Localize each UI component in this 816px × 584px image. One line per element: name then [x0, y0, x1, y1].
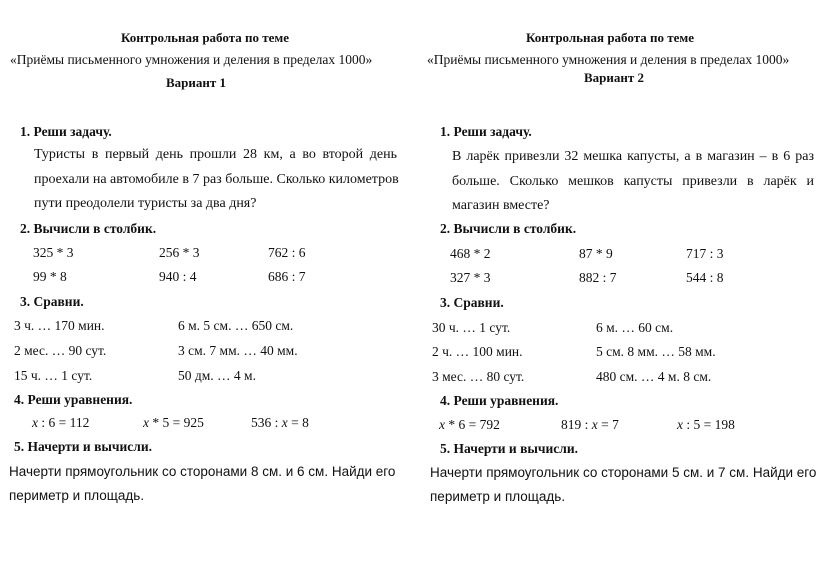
task4-heading: 4. Реши уравнения.	[14, 392, 133, 407]
column-expression: 87 * 9	[579, 246, 613, 261]
compare-item: 3 ч. … 170 мин.	[14, 318, 105, 333]
test-subtitle: «Приёмы письменного умножения и деления в пределах 1000»	[427, 52, 790, 67]
column-expression: 940 : 4	[159, 269, 197, 284]
equation: 536 : х = 8	[251, 415, 309, 430]
equation: х * 5 = 925	[143, 415, 204, 430]
task2-heading: 2. Вычисли в столбик.	[20, 221, 157, 236]
column-expression: 256 * 3	[159, 245, 200, 260]
column-expression: 327 * 3	[450, 270, 491, 285]
column-expression: 762 : 6	[268, 245, 306, 260]
task5-line: периметр и площадь.	[430, 489, 566, 504]
column-expression: 468 * 2	[450, 246, 491, 261]
compare-item: 30 ч. … 1 сут.	[432, 320, 511, 335]
task1-line: Туристы в первый день прошли 28 км, а во второй день	[34, 147, 397, 162]
compare-item: 15 ч. … 1 сут.	[14, 368, 93, 383]
task1-heading: 1. Реши задачу.	[20, 124, 112, 139]
compare-item: 2 мес. … 90 сут.	[14, 343, 107, 358]
task1-line: магазин вместе?	[452, 198, 550, 213]
column-expression: 325 * 3	[33, 245, 74, 260]
equation: х : 6 = 112	[32, 415, 90, 430]
task5-line: периметр и площадь.	[9, 488, 145, 503]
equation: х : 5 = 198	[677, 417, 735, 432]
task5-heading: 5. Начерти и вычисли.	[440, 441, 579, 456]
column-expression: 686 : 7	[268, 269, 306, 284]
column-expression: 544 : 8	[686, 270, 724, 285]
task3-heading: 3. Сравни.	[440, 295, 504, 310]
test-subtitle: «Приёмы письменного умножения и деления в пределах 1000»	[10, 52, 373, 67]
compare-item: 6 м. … 60 см.	[596, 320, 674, 335]
equation: х * 6 = 792	[439, 417, 500, 432]
task5-line: Начерти прямоугольник со сторонами 8 см. и 6 см. Найди его	[9, 464, 396, 479]
task2-heading: 2. Вычисли в столбик.	[440, 221, 577, 236]
test-title: Контрольная работа по теме	[121, 30, 290, 45]
compare-item: 2 ч. … 100 мин.	[432, 344, 523, 359]
equation: 819 : х = 7	[561, 417, 619, 432]
task1-line: проехали на автомобиле в 7 раз больше. Сколько километров	[34, 172, 399, 187]
task5-heading: 5. Начерти и вычисли.	[14, 439, 153, 454]
task3-heading: 3. Сравни.	[20, 294, 84, 309]
compare-item: 6 м. 5 см. … 650 см.	[178, 318, 294, 333]
task5-line: Начерти прямоугольник со сторонами 5 см. и 7 см. Найди его	[430, 465, 816, 480]
task4-heading: 4. Реши уравнения.	[440, 393, 559, 408]
column-expression: 717 : 3	[686, 246, 724, 261]
compare-item: 50 дм. … 4 м.	[178, 368, 256, 383]
task1-heading: 1. Реши задачу.	[440, 124, 532, 139]
task1-line: В ларёк привезли 32 мешка капусты, а в магазин – в 6 раз	[452, 149, 814, 164]
column-expression: 882 : 7	[579, 270, 617, 285]
compare-item: 480 см. … 4 м. 8 см.	[596, 369, 712, 384]
compare-item: 5 см. 8 мм. … 58 мм.	[596, 344, 716, 359]
compare-item: 3 см. 7 мм. … 40 мм.	[178, 343, 298, 358]
compare-item: 3 мес. … 80 сут.	[432, 369, 525, 384]
variant-label: Вариант 2	[584, 70, 645, 85]
test-title: Контрольная работа по теме	[526, 30, 695, 45]
task1-line: больше. Сколько мешков капусты привезли в ларёк и	[452, 174, 814, 189]
task1-line: пути преодолели туристы за два дня?	[34, 196, 257, 211]
column-expression: 99 * 8	[33, 269, 67, 284]
variant-label: Вариант 1	[166, 75, 227, 90]
